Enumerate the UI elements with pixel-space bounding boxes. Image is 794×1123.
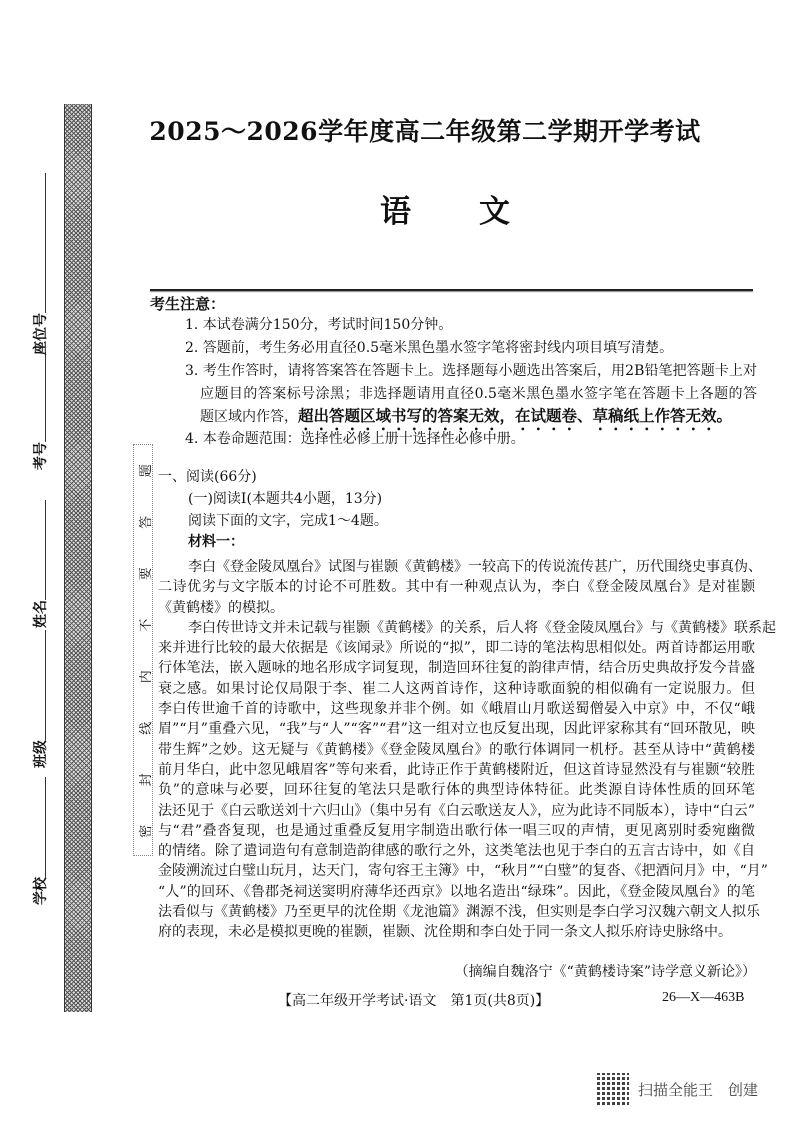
info-field-label: 座位号 xyxy=(33,313,49,355)
passage-line: 法看似与《黄鹤楼》乃至更早的沈佺期《龙池篇》渊源不浅，但实则是李白学习汉魏六朝文人拟乐 xyxy=(158,904,760,921)
info-field-blank[interactable] xyxy=(44,173,46,313)
paper-code: 26—X—463B xyxy=(662,990,745,1005)
passage-line: 《黄鹤楼》的模拟。 xyxy=(158,599,284,616)
subject-char: 语 xyxy=(380,194,411,230)
scanner-watermark: 扫描全能王 创建 xyxy=(638,1081,759,1099)
page-footer-info: 【高二年级开学考试·语文 第1页(共8页)】 xyxy=(278,993,550,1009)
info-field-label: 学校 xyxy=(33,877,49,905)
passage-line: 来并进行比较的最大依据是《该闻录》所说的“拟”，即二诗的笔法构思相似处。两首诗都运用歌 xyxy=(158,640,755,657)
passage-line: 的情绪。除了遣词造句有意制造韵律感的歌行之外，这类笔法也见于李白的五言古诗中，如《自 xyxy=(158,843,755,860)
info-field[interactable] xyxy=(30,777,50,905)
passage-line: 李白《登金陵凤凰台》试图与崔颢《黄鹤楼》一较高下的传说流传甚广，历代围绕史事真伪、 xyxy=(188,559,762,575)
subject-char: 文 xyxy=(479,194,510,230)
seal-char: 不 xyxy=(138,618,154,632)
info-field-label: 班级 xyxy=(33,740,49,768)
passage-line: 法还见于《白云歌送刘十六归山》（集中另有《白云歌送友人》，应为此诗不同版本），诗中“白云” xyxy=(158,802,755,819)
header-divider xyxy=(150,289,753,291)
reading-passage xyxy=(158,557,776,943)
info-field[interactable] xyxy=(30,630,50,768)
passage-line: “人”的回环、《鲁郡尧祠送窦明府薄华还西京》以地名造出“绿珠”。因此，《登金陵凤凰台》的笔 xyxy=(158,883,755,900)
notice-item-2: 2. 答题前，考生务必用直径0.5毫米黑色墨水签字笔将密封线内项目填写清楚。 xyxy=(185,340,674,356)
info-field-blank[interactable] xyxy=(44,500,46,600)
info-field[interactable] xyxy=(30,352,50,470)
section-heading: 一、阅读(66分) xyxy=(158,469,257,485)
passage-line: 二诗优劣与文字版本的讨论不可胜数。其中有一种观点认为，李白《登金陵凤凰台》是对崔颢 xyxy=(158,579,755,596)
passage-line: 带生辉”之妙。这无疑与《黄鹤楼》《登金陵凤凰台》的歌行体调同一机杼。甚至从诗中“黄鹤楼 xyxy=(158,741,755,758)
info-field-blank[interactable] xyxy=(44,777,46,877)
passage-line: 负”的意味与必要，回环往复的笔法只是歌行体的典型诗体特征。此类源自诗体性质的回环笔 xyxy=(158,782,755,799)
passage-line: 金陵溯流过白璧山玩月，达天门，寄句容王主簿》中，“秋月”“白璧”的复沓、《把酒问月》中，“月” xyxy=(158,863,768,880)
notice-heading: 考生注意： xyxy=(150,295,226,313)
exam-title: 2025～2026学年度高二年级第二学期开学考试 xyxy=(149,117,701,146)
notice-item-1: 1. 本试卷满分150分，考试时间150分钟。 xyxy=(185,317,453,333)
info-field[interactable] xyxy=(30,173,50,355)
info-field-label: 姓名 xyxy=(33,600,49,628)
emphasized-warning: 超出答题区域书写的答案无效，在试题卷、草稿纸上作答无效。 xyxy=(298,407,733,425)
passage-source: （摘编自魏洛宁《“黄鹤楼诗案”诗学意义新论》） xyxy=(454,964,756,980)
instruction: 阅读下面的文字，完成1～4题。 xyxy=(188,513,388,529)
subject-title xyxy=(380,186,510,231)
passage-line: 府的表现，未必是模拟更晚的崔颢，崔颢、沈佺期和李白处于同一条文人拟乐府诗史脉络中。 xyxy=(158,924,732,941)
seal-line-notice xyxy=(134,445,154,857)
passage-line: 衰之感。如果讨论仅局限于李、崔二人这两首诗作，这种诗歌面貌的相似确有一定说服力。但 xyxy=(158,680,755,697)
info-field-blank[interactable] xyxy=(44,630,46,740)
passage-line: 李白传世逾千首的诗歌中，这些现象并非个例。如《峨眉山月歌送蜀僧晏入中京》中，不仅“峨 xyxy=(158,701,755,718)
sub-section-heading: (一)阅读Ⅰ(本题共4小题，13分) xyxy=(188,491,383,507)
seal-char: 密 xyxy=(138,824,154,838)
binding-strip xyxy=(64,104,154,1012)
passage-line: 李白传世诗文并未记载与崔颢《黄鹤楼》的关系，后人将《登金陵凤凰台》与《黄鹤楼》联系起 xyxy=(188,619,776,636)
notice-text: 题区域内作答， xyxy=(200,409,298,425)
material-label: 材料一： xyxy=(188,534,244,550)
info-field-label: 考号 xyxy=(33,442,49,470)
seal-char: 答 xyxy=(138,515,154,529)
seal-line-box xyxy=(133,444,153,856)
passage-line: 前月华白，此中忽见峨眉客”等句来看，此诗正作于黄鹤楼附近，但这首诗显然没有与崔颢“较胜 xyxy=(158,761,755,778)
seal-char: 线 xyxy=(138,721,154,735)
info-field[interactable] xyxy=(30,500,50,628)
info-field-blank[interactable] xyxy=(44,352,46,442)
notice-item-3-cont: 应题目的答案标号涂黑；非选择题请用直径0.5毫米黑色墨水签字笔在答题卡上各题的答 xyxy=(200,386,757,402)
seal-char: 题 xyxy=(138,464,154,478)
passage-line: 与“君”叠沓复现，也是通过重叠反复用字制造出歌行体一唱三叹的声情，更见离别时委宛幽微 xyxy=(158,822,755,839)
notice-item-3: 3. 考生作答时，请将答案答在答题卡上。选择题每小题选出答案后，用2B铅笔把答题卡上对 xyxy=(185,363,757,379)
seal-char: 内 xyxy=(138,670,154,684)
seal-char: 封 xyxy=(138,773,154,787)
qr-code-icon xyxy=(597,1073,629,1105)
notice-item-4: 4. 本卷命题范围：选择性必修上册十选择性必修中册。 xyxy=(185,431,525,447)
passage-line: 眉”“月”重叠六见，“我”与“人”“客”“君”这一组对立也反复出现，因此评家称其有“回环散见，映 xyxy=(158,721,755,738)
passage-line: 行体笔法，嵌入题咏的地名形成字词复现，制造回环往复的韵律声情，结合历史典故抒发今昔盛 xyxy=(158,660,755,677)
seal-char: 要 xyxy=(138,567,154,581)
